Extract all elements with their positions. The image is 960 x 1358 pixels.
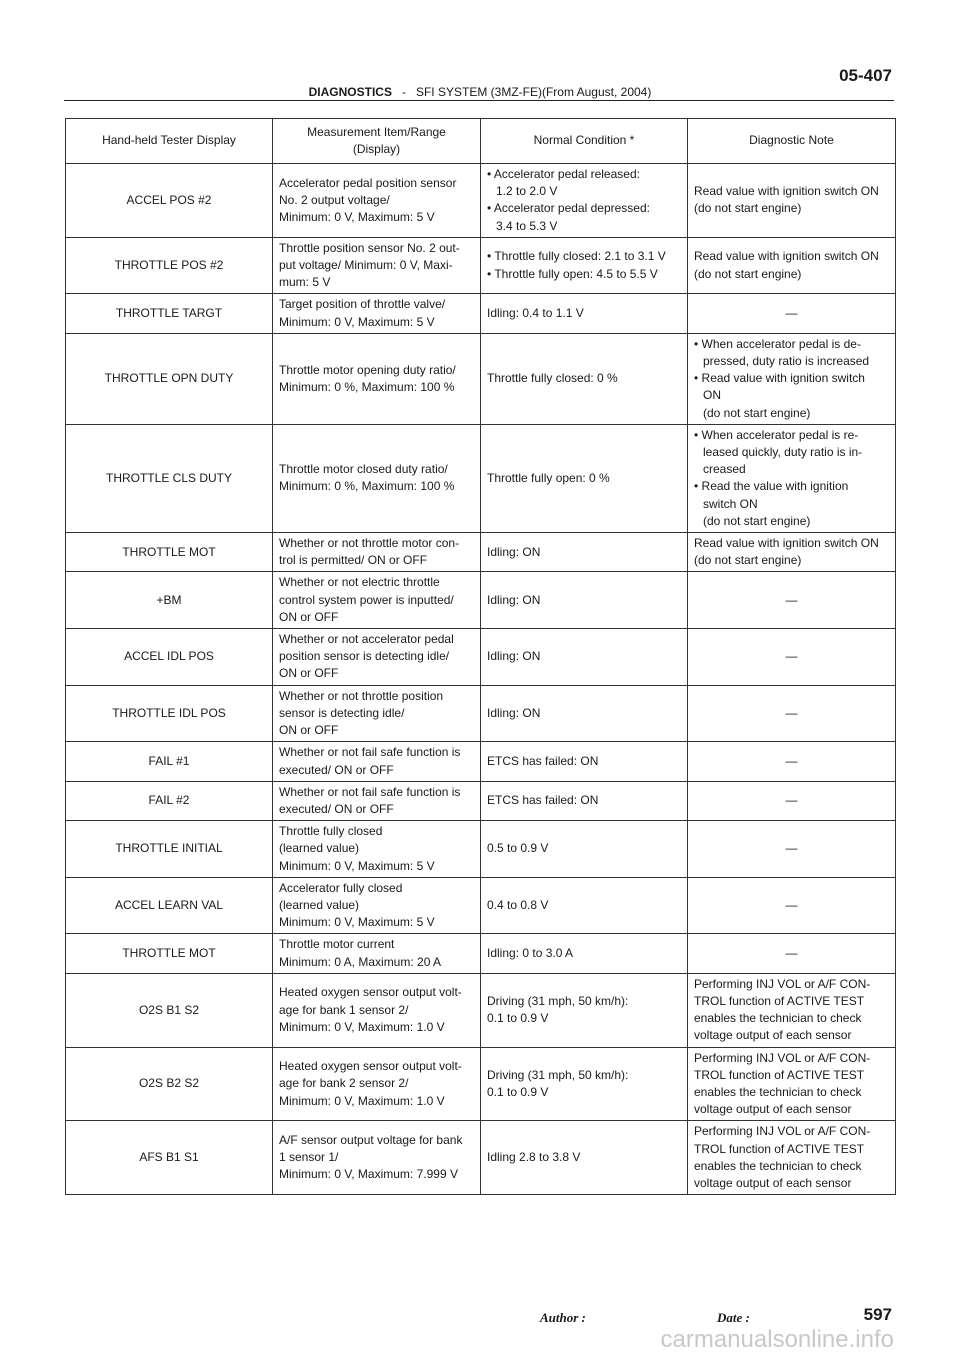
text-line: Idling: ON	[487, 592, 541, 607]
text-line: Throttle fully closed: 0 %	[487, 371, 618, 386]
cell-normal-condition	[481, 1047, 688, 1121]
text-line: Measurement Item/Range	[307, 124, 446, 139]
text-line: Whether or not fail safe function is	[279, 745, 461, 760]
text-line: TROL function of ACTIVE TEST	[694, 993, 865, 1008]
cell-tester-display: THROTTLE OPN DUTY	[66, 333, 273, 424]
text-line: No. 2 output voltage/	[279, 192, 390, 207]
table-row	[66, 164, 896, 238]
text-line: 0.1 to 0.9 V	[487, 1084, 549, 1099]
cell-normal-condition	[481, 572, 688, 629]
text-line: Throttle fully closed	[279, 824, 383, 839]
page-header	[0, 85, 960, 99]
text-line: executed/ ON or OFF	[279, 801, 394, 816]
text-line: put voltage/ Minimum: 0 V, Maxi-	[279, 258, 453, 273]
bullet-continuation: creased	[703, 462, 746, 477]
table-row	[66, 1047, 896, 1121]
cell-measurement-item	[273, 1121, 481, 1195]
bullet-continuation: 1.2 to 2.0 V	[496, 184, 558, 199]
cell-normal-condition	[481, 533, 688, 572]
table-row	[66, 237, 896, 294]
text-line: Minimum: 0 V, Maximum: 1.0 V	[279, 1019, 445, 1034]
cell-tester-display: ACCEL POS #2	[66, 164, 273, 238]
text-line: Accelerator fully closed	[279, 880, 403, 895]
text-line: ETCS has failed: ON	[487, 793, 599, 808]
cell-tester-display: O2S B1 S2	[66, 973, 273, 1047]
cell-tester-display: THROTTLE POS #2	[66, 237, 273, 294]
text-line: Read value with ignition switch ON	[694, 184, 879, 199]
header-tester-display	[66, 119, 273, 164]
text-line: 0.1 to 0.9 V	[487, 1011, 549, 1026]
cell-tester-display: THROTTLE MOT	[66, 533, 273, 572]
cell-tester-display: ACCEL IDL POS	[66, 629, 273, 686]
cell-measurement-item	[273, 685, 481, 742]
table-row	[66, 1121, 896, 1195]
table-row	[66, 973, 896, 1047]
text-line: Idling: ON	[487, 705, 541, 720]
cell-diagnostic-note: —	[688, 685, 896, 742]
cell-diagnostic-note	[688, 164, 896, 238]
text-line: Accelerator pedal position sensor	[279, 175, 457, 190]
text-line: 1 sensor 1/	[279, 1150, 339, 1165]
cell-normal-condition	[481, 1121, 688, 1195]
text-line: (do not start engine)	[694, 553, 802, 568]
text-line: A/F sensor output voltage for bank	[279, 1132, 463, 1147]
text-line: voltage output of each sensor	[694, 1102, 852, 1117]
text-line: Performing INJ VOL or A/F CON-	[694, 1124, 871, 1139]
cell-measurement-item	[273, 934, 481, 973]
bullet-continuation: leased quickly, duty ratio is in-	[703, 445, 863, 460]
text-line: Driving (31 mph, 50 km/h):	[487, 1067, 629, 1082]
cell-tester-display: FAIL #1	[66, 742, 273, 781]
text-line: TROL function of ACTIVE TEST	[694, 1141, 865, 1156]
cell-tester-display: THROTTLE INITIAL	[66, 821, 273, 878]
text-line: sensor is detecting idle/	[279, 705, 405, 720]
text-line: Whether or not fail safe function is	[279, 784, 461, 799]
cell-measurement-item	[273, 424, 481, 532]
cell-normal-condition	[481, 973, 688, 1047]
cell-diagnostic-note: —	[688, 781, 896, 820]
table-row	[66, 629, 896, 686]
cell-measurement-item	[273, 742, 481, 781]
table-row	[66, 333, 896, 424]
cell-normal-condition	[481, 685, 688, 742]
cell-diagnostic-note	[688, 333, 896, 424]
cell-diagnostic-note: —	[688, 742, 896, 781]
cell-diagnostic-note: —	[688, 294, 896, 333]
cell-diagnostic-note	[688, 1121, 896, 1195]
cell-measurement-item	[273, 294, 481, 333]
text-line: Minimum: 0 V, Maximum: 5 V	[279, 314, 435, 329]
cell-normal-condition	[481, 934, 688, 973]
cell-diagnostic-note	[688, 973, 896, 1047]
text-line: age for bank 2 sensor 2/	[279, 1076, 409, 1091]
text-line: enables the technician to check	[694, 1158, 862, 1173]
cell-measurement-item	[273, 1047, 481, 1121]
text-line: Heated oxygen sensor output volt-	[279, 1059, 462, 1074]
text-line: ETCS has failed: ON	[487, 753, 599, 768]
text-line: Minimum: 0 A, Maximum: 20 A	[279, 954, 442, 969]
text-line: Minimum: 0 V, Maximum: 5 V	[279, 915, 435, 930]
text-line: Minimum: 0 V, Maximum: 5 V	[279, 210, 435, 224]
cell-diagnostic-note: —	[688, 572, 896, 629]
bullet-line: • Accelerator pedal released:	[487, 167, 640, 181]
text-line: Throttle motor current	[279, 937, 395, 952]
cell-tester-display: THROTTLE IDL POS	[66, 685, 273, 742]
text-line: (learned value)	[279, 897, 360, 912]
text-line: Throttle motor closed duty ratio/	[279, 462, 448, 477]
bullet-line: • Throttle fully closed: 2.1 to 3.1 V	[487, 249, 666, 264]
text-line: (do not start engine)	[694, 201, 802, 216]
text-line: executed/ ON or OFF	[279, 762, 394, 777]
table-row	[66, 533, 896, 572]
cell-tester-display: THROTTLE MOT	[66, 934, 273, 973]
cell-normal-condition	[481, 781, 688, 820]
text-line: enables the technician to check	[694, 1011, 862, 1026]
cell-tester-display: AFS B1 S1	[66, 1121, 273, 1195]
text-line: Minimum: 0 %, Maximum: 100 %	[279, 379, 455, 394]
text-line: (learned value)	[279, 841, 360, 856]
date-label: Date :	[717, 1310, 750, 1325]
section-title: DIAGNOSTICS	[308, 85, 392, 99]
cell-measurement-item	[273, 164, 481, 238]
bullet-continuation: (do not start engine)	[703, 405, 811, 420]
author-label: Author :	[540, 1310, 586, 1325]
text-line: Throttle position sensor No. 2 out-	[279, 240, 460, 255]
text-line: trol is permitted/ ON or OFF	[279, 553, 428, 568]
cell-tester-display: O2S B2 S2	[66, 1047, 273, 1121]
text-line: position sensor is detecting idle/	[279, 649, 450, 664]
table-row	[66, 685, 896, 742]
diagnostic-table	[65, 118, 896, 1195]
text-line: ON or OFF	[279, 609, 339, 624]
text-line: Whether or not accelerator pedal	[279, 632, 454, 647]
table-header-row	[66, 119, 896, 164]
text-line: Minimum: 0 V, Maximum: 5 V	[279, 858, 435, 873]
cell-measurement-item	[273, 821, 481, 878]
page-number: 597	[863, 1305, 892, 1324]
header-measurement-item	[273, 119, 481, 164]
section-subtitle: SFI SYSTEM (3MZ-FE)(From August, 2004)	[415, 85, 652, 99]
cell-measurement-item	[273, 533, 481, 572]
cell-normal-condition	[481, 821, 688, 878]
cell-diagnostic-note: —	[688, 877, 896, 934]
cell-measurement-item	[273, 877, 481, 934]
cell-normal-condition	[481, 877, 688, 934]
text-line: voltage output of each sensor	[694, 1028, 852, 1043]
cell-diagnostic-note: —	[688, 821, 896, 878]
cell-diagnostic-note	[688, 533, 896, 572]
cell-measurement-item	[273, 572, 481, 629]
cell-measurement-item	[273, 629, 481, 686]
cell-tester-display: +BM	[66, 572, 273, 629]
table-row	[66, 877, 896, 934]
text-line: Normal Condition *	[533, 133, 635, 148]
text-line: Whether or not throttle position	[279, 688, 444, 703]
bullet-line: • When accelerator pedal is de-	[694, 336, 861, 351]
text-line: Hand-held Tester Display	[102, 133, 236, 148]
cell-diagnostic-note	[688, 424, 896, 532]
header-rule	[64, 100, 894, 101]
text-line: Throttle fully open: 0 %	[487, 470, 610, 485]
cell-diagnostic-note	[688, 1047, 896, 1121]
text-line: Performing INJ VOL or A/F CON-	[694, 976, 871, 991]
table-row	[66, 821, 896, 878]
table-row	[66, 572, 896, 629]
bullet-line: • Read value with ignition switch	[694, 371, 865, 386]
text-line: Idling: 0.4 to 1.1 V	[487, 306, 584, 321]
text-line: Target position of throttle valve/	[279, 297, 446, 312]
cell-normal-condition	[481, 742, 688, 781]
text-line: Driving (31 mph, 50 km/h):	[487, 993, 629, 1008]
text-line: voltage output of each sensor	[694, 1175, 852, 1190]
cell-tester-display: FAIL #2	[66, 781, 273, 820]
cell-diagnostic-note: —	[688, 934, 896, 973]
text-line: Throttle motor opening duty ratio/	[279, 362, 456, 377]
text-line: Diagnostic Note	[749, 133, 834, 148]
text-line: ON or OFF	[279, 666, 339, 681]
table-row	[66, 742, 896, 781]
text-line: 0.4 to 0.8 V	[487, 897, 549, 912]
text-line: ON or OFF	[279, 723, 339, 738]
header-normal-condition	[481, 119, 688, 164]
text-line: Heated oxygen sensor output volt-	[279, 985, 462, 1000]
cell-measurement-item	[273, 237, 481, 294]
page-code: 05-407	[839, 66, 892, 85]
table-row	[66, 294, 896, 333]
text-line: Minimum: 0 V, Maximum: 1.0 V	[279, 1093, 445, 1108]
bullet-line: • When accelerator pedal is re-	[694, 427, 859, 442]
text-line: Performing INJ VOL or A/F CON-	[694, 1050, 871, 1065]
text-line: 0.5 to 0.9 V	[487, 841, 549, 856]
text-line: TROL function of ACTIVE TEST	[694, 1067, 865, 1082]
text-line: control system power is inputted/	[279, 592, 454, 607]
cell-measurement-item	[273, 333, 481, 424]
cell-measurement-item	[273, 781, 481, 820]
text-line: Idling 2.8 to 3.8 V	[487, 1150, 581, 1165]
text-line: Idling: ON	[487, 544, 541, 559]
bullet-line: • Throttle fully open: 4.5 to 5.5 V	[487, 266, 658, 281]
text-line: enables the technician to check	[694, 1084, 862, 1099]
text-line: age for bank 1 sensor 2/	[279, 1002, 409, 1017]
text-line: (Display)	[352, 142, 401, 156]
table-row	[66, 934, 896, 973]
text-line: Read value with ignition switch ON	[694, 536, 879, 551]
cell-diagnostic-note: —	[688, 629, 896, 686]
cell-tester-display: ACCEL LEARN VAL	[66, 877, 273, 934]
cell-diagnostic-note	[688, 237, 896, 294]
cell-normal-condition	[481, 333, 688, 424]
text-line: Whether or not electric throttle	[279, 575, 440, 590]
header-diagnostic-note	[688, 119, 896, 164]
bullet-line: • Accelerator pedal depressed:	[487, 201, 650, 216]
cell-normal-condition	[481, 237, 688, 294]
text-line: Idling: 0 to 3.0 A	[487, 945, 574, 960]
text-line: Minimum: 0 %, Maximum: 100 %	[279, 479, 455, 494]
text-line: Idling: ON	[487, 649, 541, 664]
cell-measurement-item	[273, 973, 481, 1047]
watermark: carmanualsonline.info	[660, 1326, 894, 1353]
bullet-line: • Read the value with ignition	[694, 479, 849, 494]
cell-normal-condition	[481, 294, 688, 333]
text-line: (do not start engine)	[694, 266, 802, 281]
bullet-continuation: ON	[703, 388, 721, 403]
cell-normal-condition	[481, 629, 688, 686]
bullet-continuation: (do not start engine)	[703, 513, 811, 528]
header-separator: -	[401, 85, 406, 99]
text-line: mum: 5 V	[279, 275, 331, 290]
cell-normal-condition	[481, 424, 688, 532]
bullet-continuation: 3.4 to 5.3 V	[496, 218, 558, 233]
cell-tester-display: THROTTLE CLS DUTY	[66, 424, 273, 532]
bullet-continuation: switch ON	[703, 496, 758, 511]
table-row	[66, 781, 896, 820]
text-line: Whether or not throttle motor con-	[279, 536, 460, 551]
bullet-continuation: pressed, duty ratio is increased	[703, 354, 870, 369]
text-line: Minimum: 0 V, Maximum: 7.999 V	[279, 1167, 458, 1182]
cell-tester-display: THROTTLE TARGT	[66, 294, 273, 333]
cell-normal-condition	[481, 164, 688, 238]
table-row	[66, 424, 896, 532]
text-line: Read value with ignition switch ON	[694, 249, 879, 264]
